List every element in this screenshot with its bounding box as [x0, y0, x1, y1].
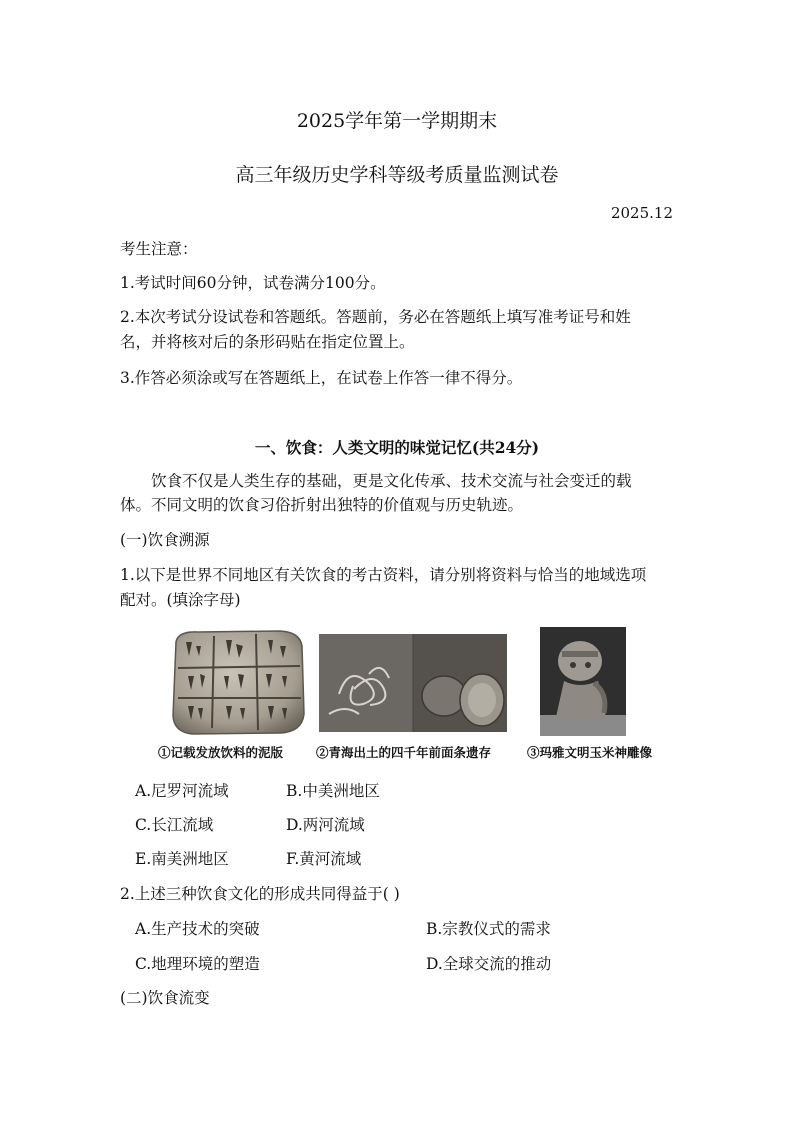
exam-title-line2: 高三年级历史学科等级考质量监测试卷	[235, 164, 559, 186]
clay-tablet-image	[168, 628, 306, 736]
question-1-line1: 1.以下是世界不同地区有关饮食的考古资料，请分别将资料与恰当的地域选项	[120, 566, 647, 584]
q2-option-b: B.宗教仪式的需求	[426, 920, 551, 938]
notice-heading: 考生注意：	[120, 240, 198, 258]
image-caption-3: ③玛雅文明玉米神雕像	[527, 745, 653, 760]
q1-option-d: D.两河流域	[286, 816, 365, 834]
image-caption-2: ②青海出土的四千年前面条遗存	[316, 745, 492, 760]
notice-item-2-line2: 名，并将核对后的条形码贴在指定位置上。	[120, 333, 415, 351]
subsection-2-title: (二)饮食流变	[120, 989, 210, 1007]
noodle-remains-image	[319, 634, 507, 732]
q2-option-a: A.生产技术的突破	[135, 920, 260, 938]
q1-option-a: A.尼罗河流域	[135, 782, 229, 800]
q2-option-c: C.地理环境的塑造	[135, 955, 260, 973]
exam-date: 2025.12	[610, 204, 673, 222]
maize-god-statue-illustration	[540, 627, 626, 736]
section-title: 一、饮食：人类文明的味觉记忆(共24分)	[254, 438, 540, 457]
intro-line1: 饮食不仅是人类生存的基础，更是文化传承、技术交流与社会变迁的载	[151, 472, 632, 490]
q1-option-c: C.长江流域	[135, 816, 214, 834]
notice-item-1: 1.考试时间60分钟，试卷满分100分。	[120, 274, 386, 292]
noodle-remains-illustration	[319, 634, 507, 732]
q1-option-f: F.黄河流域	[286, 850, 362, 868]
question-1-line2: 配对。(填涂字母)	[120, 591, 241, 609]
subsection-1-title: (一)饮食溯源	[120, 531, 210, 549]
clay-tablet-illustration	[168, 628, 306, 736]
exam-title-line1: 2025学年第一学期期末	[296, 110, 498, 132]
notice-item-3: 3.作答必须涂或写在答题纸上，在试卷上作答一律不得分。	[120, 369, 523, 387]
q2-option-d: D.全球交流的推动	[426, 955, 552, 973]
notice-item-2-line1: 2.本次考试分设试卷和答题纸。答题前，务必在答题纸上填写准考证号和姓	[120, 308, 631, 326]
q1-option-e: E.南美洲地区	[135, 850, 229, 868]
q1-option-b: B.中美洲地区	[286, 782, 380, 800]
maize-god-statue-image	[540, 627, 626, 736]
question-2: 2.上述三种饮食文化的形成共同得益于( )	[120, 885, 400, 903]
intro-line2: 体。不同文明的饮食习俗折射出独特的价值观与历史轨迹。	[120, 496, 524, 514]
image-caption-1: ①记载发放饮料的泥版	[158, 745, 284, 760]
